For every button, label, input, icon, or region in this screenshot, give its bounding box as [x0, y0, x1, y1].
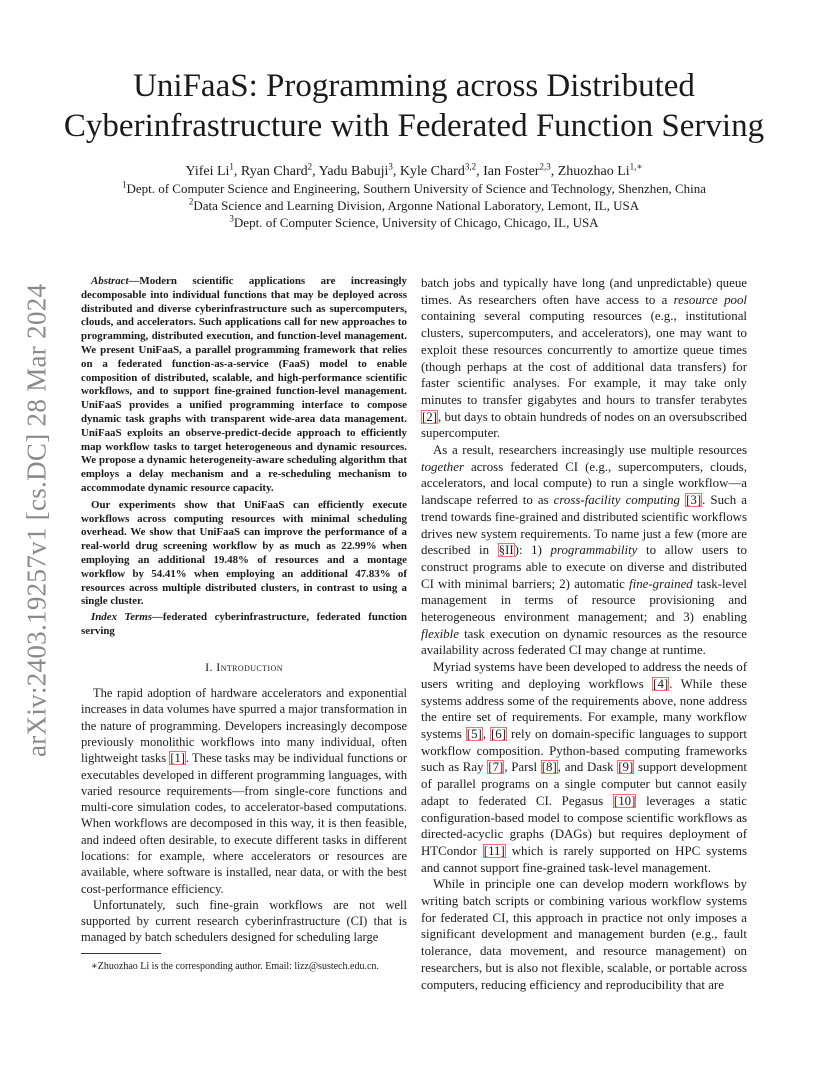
author-affil-mark: 3 — [388, 161, 393, 172]
abstract-paragraph-2: Our experiments show that UniFaaS can efficiently execute workflows across computing resources with minimal scheduling overhead. We show that UniFaaS can improve the performance of a real-world drug screening workflow by as much as 22.99% when employing an additional 19.48% of resources and a montage workflow by 54.41% when employing an additional 47.83% of resources across multiple distributed clusters, in contrast to using a single cluster. — [81, 498, 407, 608]
title-line-2: Cyberinfrastructure with Federated Function Serving — [63, 108, 765, 144]
intro-paragraph-1 — [81, 685, 407, 897]
author-name: Ryan Chard — [240, 164, 308, 179]
title-line-1: UniFaaS: Programming across Distributed — [133, 68, 695, 104]
affiliation — [40, 197, 788, 214]
emphasis: fine-grained — [629, 576, 693, 591]
citation-link[interactable]: [10] — [613, 793, 636, 808]
index-terms-label: Index Terms — [91, 611, 152, 624]
footnote-rule — [81, 953, 161, 954]
text-run: which is rarely supported on HPC systems and cannot support fine-grained task-level management. — [421, 843, 747, 875]
emphasis: together — [421, 459, 464, 474]
text-run: containing several computing resources (e.g., institutional clusters, supercomputers, and accelerators), one may want to exploit these resources concurrently to amortize queue times (though perhaps at the cost of additional data transfers) for faster scientific analyses. For example, it may take only minutes to transfer gigabytes and hours to transfer terabytes — [421, 309, 747, 407]
text-run: task execution on dynamic resources as the resource availability across federated CI may change at runtime. — [421, 626, 747, 658]
text-run: , but days to obtain hundreds of nodes on an oversubscribed supercomputer. — [421, 409, 747, 441]
text-run: task-level management in terms of resource provisioning and heterogeneous environment management; and 3) enabling — [421, 576, 747, 625]
text-run: across federated CI (e.g., supercomputers, clouds, accelerators, and local compute) to run a single workflow—a landscape referred to as — [421, 459, 747, 508]
citation-link[interactable]: [5] — [466, 726, 482, 741]
affiliation-mark: 2 — [188, 196, 194, 207]
intro-paragraph-6: While in principle one can develop modern workflows by writing batch scripts or combining various workflow systems for federated CI, this approach in practice not only imposes a significant development and management burden (e.g., fault tolerance, data movement, and resource management) on researchers, but is also not flexible, scalable, or portable across computers, reducing efficiency and reproducibility that are — [421, 877, 747, 992]
affiliation-text: Dept. of Computer Science and Engineering, Southern University of Science and Technology, Shenzhen, China — [126, 181, 707, 196]
author-affil-mark: 2 — [307, 161, 313, 172]
citation-link[interactable]: [3] — [686, 493, 702, 508]
text-run: . Such a trend towards fine-grained and distributed scientific workflows drives new system requirements. To name just a few (more are described in — [421, 493, 747, 558]
citation-link[interactable]: [7] — [488, 760, 504, 775]
text-run: to allow users to construct programs able to execute on diverse and distributed CI with minimal barriers; 2) automatic — [421, 543, 747, 591]
author-name: Zhuozhao Li — [557, 164, 630, 179]
citation-link[interactable]: [8] — [541, 760, 557, 775]
abstract-label: Abstract — [91, 275, 129, 287]
text-run: rely on domain-specific languages to support workflow composition. Python-based computing frameworks such as Ray — [421, 726, 747, 775]
text-run: Myriad systems have been developed to address the needs of users writing and deploying workflows — [421, 660, 747, 691]
right-column — [421, 275, 747, 993]
emphasis: resource pool — [673, 292, 747, 307]
section-link[interactable]: §II — [498, 543, 514, 558]
intro-paragraph-2: Unfortunately, such fine-grain workflows are not well supported by current research cyberinfrastructure (CI) that is managed by batch schedulers designed for scheduling large — [81, 897, 407, 945]
text-run: ): 1) — [514, 543, 551, 558]
citation-link[interactable]: [6] — [491, 726, 507, 741]
emphasis: programmability — [550, 543, 638, 558]
author-affil-mark: 1 — [229, 161, 234, 172]
author-name: Ian Foster — [483, 164, 540, 179]
author-name: Kyle Chard — [399, 164, 465, 179]
abstract-paragraph-1 — [81, 275, 407, 496]
affiliation-text: Data Science and Learning Division, Argonne National Laboratory, Lemont, IL, USA — [193, 198, 640, 213]
citation-link[interactable]: [11] — [483, 843, 505, 858]
section-heading: I. Introduction — [205, 659, 283, 674]
emphasis: cross-facility computing — [553, 493, 680, 508]
text-run: , Parsl — [504, 760, 541, 775]
affiliation — [40, 180, 788, 197]
author-affil-mark: 1,∗ — [629, 161, 643, 172]
text-run: leverages a static configuration-based model to compose scientific workflows as directed-acyclic graphs (DAGs) but requires deployment of HTCondor — [421, 793, 747, 858]
text-run: batch jobs and typically have long (and unpredictable) queue times. As researchers often have access to a — [421, 276, 747, 307]
affiliation-text: Dept. of Computer Science, University of Chicago, Chicago, IL, USA — [233, 215, 599, 230]
abstract-text: —Modern scientific applications are increasingly decomposable into individual functions that may be deployed across distributed and diverse cyberinfrastructure such as supercomputers, clouds, and accelerators. Such applications call for new approaches to programming, distributed execution, and function-level management. We present UniFaaS, a parallel programming framework that relies on a federated function-as-a-service (FaaS) model to enable composition of distributed, scalable, and high-performance scientific workflows, and to support fine-grained function-level management. UniFaaS provides a unified programming interface to compose dynamic task graphs with transparent wide-area data management. UniFaaS exploits an observe-predict-decide approach to efficiently map workflow tasks to target heterogeneous and dynamic resources. We propose a dynamic heterogeneity-aware scheduling algorithm that employs a delay mechanism and a re-scheduling mechanism to accommodate dynamic resource capacity. — [81, 275, 407, 494]
author-affil-mark: 2,3 — [539, 161, 551, 172]
arxiv-identifier: arXiv:2403.19257v1 [cs.DC] 28 Mar 2024 — [21, 283, 52, 757]
intro-paragraph-3 — [421, 275, 747, 442]
intro-paragraph-4 — [421, 442, 747, 659]
affiliation-mark: 1 — [121, 179, 127, 190]
citation-link[interactable]: [9] — [618, 760, 634, 775]
text-run: support development of parallel programs on a single computer but cannot easily adapt to federated CI. Pegasus — [421, 760, 747, 808]
text-run: As a result, researchers increasingly use multiple resources — [433, 443, 747, 458]
author-name: Yifei Li — [185, 164, 230, 179]
text-run: . These tasks may be individual functions or executables developed in different programming languages, with varied resource requirements—from single-core functions and multi-core simulation codes, to accelerator-based computations. When workflows are decomposed in this way, it is then feasible, and indeed often desirable, to execute different tasks in different locations: for example, where accelerators or resources are available, where software is installed, near data, or with the best cost-performance efficiency. — [81, 751, 407, 896]
affiliation — [40, 214, 788, 231]
left-column — [81, 275, 407, 946]
text-run: The rapid adoption of hardware accelerators and exponential increases in data volumes have spurred a major transformation in the nature of programming. Developers increasingly decompose previously monolithic workflows into many individual, often lightweight tasks — [81, 686, 407, 766]
index-terms — [81, 611, 407, 639]
affiliation-list — [40, 180, 788, 231]
author-affil-mark: 3,2 — [464, 161, 477, 172]
text-run: , — [482, 726, 490, 741]
citation-link[interactable]: [2] — [422, 409, 438, 424]
author-name: Yadu Babuji — [318, 164, 389, 179]
author-list: Yifei Li$^1$, Ryan Chard$^2$, Yadu Babuji$^3$, Kyle Chard$^{3,2}$, Ian Foster$^{2,3}$, Zhuozhao $Li^{1,∗}$ — [185, 161, 643, 179]
affiliation-mark: 3 — [229, 213, 234, 224]
citation-link[interactable]: [1] — [170, 751, 185, 766]
text-run: , and Dask — [557, 760, 618, 775]
footnote: ∗Zhuozhao Li is the corresponding author. Email: lizz@sustech.edu.cn. — [91, 961, 379, 972]
emphasis: flexible — [421, 626, 459, 641]
citation-link[interactable]: [4] — [653, 676, 669, 691]
paper-title — [40, 66, 788, 146]
text-run: . While these systems address some of the requirements above, none address the entire set of requirements. For example, many workflow systems — [421, 676, 748, 741]
index-terms-text: —federated cyberinfrastructure, federated function serving — [81, 611, 407, 637]
intro-paragraph-5 — [421, 659, 747, 876]
